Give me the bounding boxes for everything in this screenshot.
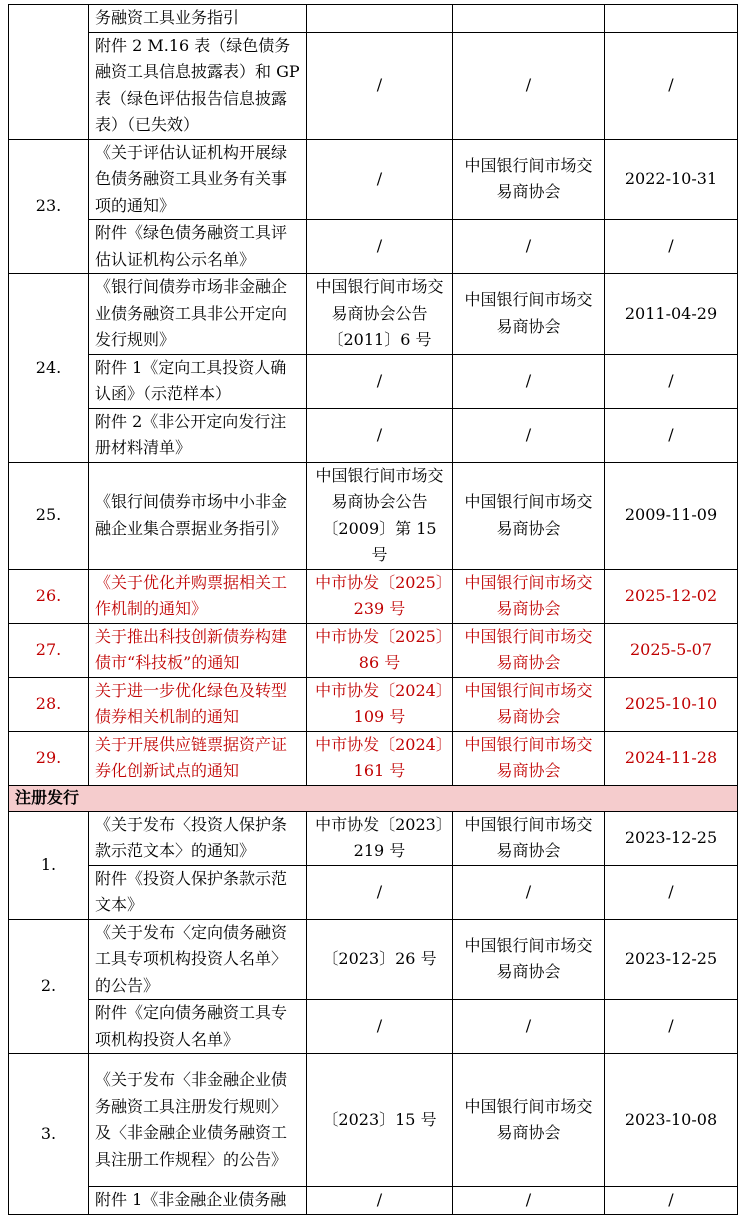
title-cell: 《银行间债券市场中小非金融企业集合票据业务指引》	[89, 462, 307, 569]
doc-number-cell	[307, 5, 453, 33]
issuer-cell: 中国银行间市场交易商协会	[453, 569, 605, 623]
date-cell: 2025-10-10	[605, 677, 738, 731]
row-number-cell: 29.	[9, 731, 89, 785]
date-cell: 2024-11-28	[605, 731, 738, 785]
table-row	[9, 1000, 738, 1054]
row-number-cell: 26.	[9, 569, 89, 623]
table-row	[9, 462, 738, 569]
table-row	[9, 919, 738, 1000]
row-number-cell: 2.	[9, 919, 89, 1054]
table-row	[9, 354, 738, 408]
date-cell: /	[605, 1000, 738, 1054]
issuer-cell: 中国银行间市场交易商协会	[453, 462, 605, 569]
title-cell: 附件《绿色债务融资工具评估认证机构公示名单》	[89, 220, 307, 274]
title-cell: 附件 1《定向工具投资人确认函》（示范样本）	[89, 354, 307, 408]
doc-number-cell: 中国银行间市场交易商协会公告〔2011〕6 号	[307, 274, 453, 355]
doc-number-cell: /	[307, 408, 453, 462]
regulation-table	[8, 4, 738, 1215]
section-title: 注册发行	[9, 785, 738, 811]
row-number-cell: 1.	[9, 811, 89, 919]
issuer-cell: /	[453, 865, 605, 919]
row-number-cell: 23.	[9, 139, 89, 274]
date-cell: /	[605, 408, 738, 462]
date-cell: 2023-12-25	[605, 811, 738, 865]
title-cell: 《关于发布〈定向债务融资工具专项机构投资人名单〉的公告》	[89, 919, 307, 1000]
table-row	[9, 731, 738, 785]
table-row	[9, 1054, 738, 1187]
table-row	[9, 811, 738, 865]
doc-number-cell: 〔2023〕15 号	[307, 1054, 453, 1187]
date-cell: 2025-5-07	[605, 623, 738, 677]
title-cell: 《银行间债券市场非金融企业债务融资工具非公开定向发行规则》	[89, 274, 307, 355]
issuer-cell: /	[453, 1187, 605, 1215]
doc-number-cell: 中市协发〔2024〕109 号	[307, 677, 453, 731]
title-cell: 务融资工具业务指引	[89, 5, 307, 33]
title-cell: 附件《定向债务融资工具专项机构投资人名单》	[89, 1000, 307, 1054]
title-cell: 附件《投资人保护条款示范文本》	[89, 865, 307, 919]
date-cell: 2009-11-09	[605, 462, 738, 569]
date-cell: 2023-12-25	[605, 919, 738, 1000]
doc-number-cell: /	[307, 32, 453, 139]
table-row	[9, 865, 738, 919]
date-cell: 2023-10-08	[605, 1054, 738, 1187]
issuer-cell: 中国银行间市场交易商协会	[453, 811, 605, 865]
table-row	[9, 5, 738, 33]
doc-number-cell: /	[307, 865, 453, 919]
date-cell: 2022-10-31	[605, 139, 738, 220]
issuer-cell: 中国银行间市场交易商协会	[453, 1054, 605, 1187]
issuer-cell	[453, 5, 605, 33]
title-cell: 《关于优化并购票据相关工作机制的通知》	[89, 569, 307, 623]
doc-number-cell: 中市协发〔2023〕219 号	[307, 811, 453, 865]
date-cell: 2025-12-02	[605, 569, 738, 623]
doc-number-cell: 中市协发〔2024〕161 号	[307, 731, 453, 785]
table-row	[9, 274, 738, 355]
table-row	[9, 569, 738, 623]
table-row	[9, 220, 738, 274]
date-cell: /	[605, 32, 738, 139]
issuer-cell: 中国银行间市场交易商协会	[453, 919, 605, 1000]
title-cell: 附件 2《非公开定向发行注册材料清单》	[89, 408, 307, 462]
row-number-cell: 27.	[9, 623, 89, 677]
row-number-cell: 24.	[9, 274, 89, 463]
table-row	[9, 32, 738, 139]
date-cell: /	[605, 1187, 738, 1215]
issuer-cell: 中国银行间市场交易商协会	[453, 731, 605, 785]
doc-number-cell: /	[307, 354, 453, 408]
row-number-cell: 25.	[9, 462, 89, 569]
doc-number-cell: 〔2023〕26 号	[307, 919, 453, 1000]
doc-number-cell: 中市协发〔2025〕239 号	[307, 569, 453, 623]
issuer-cell: /	[453, 220, 605, 274]
doc-number-cell: 中市协发〔2025〕86 号	[307, 623, 453, 677]
doc-number-cell: /	[307, 139, 453, 220]
title-cell: 《关于发布〈非金融企业债务融资工具注册发行规则〉及〈非金融企业债务融资工具注册工作规程〉的公告》	[89, 1054, 307, 1187]
title-cell: 附件 2 M.16 表（绿色债务融资工具信息披露表）和 GP 表（绿色评估报告信息披露表）（已失效）	[89, 32, 307, 139]
issuer-cell: /	[453, 1000, 605, 1054]
row-number-cell: 3.	[9, 1054, 89, 1215]
issuer-cell: 中国银行间市场交易商协会	[453, 677, 605, 731]
issuer-cell: 中国银行间市场交易商协会	[453, 274, 605, 355]
table-row	[9, 677, 738, 731]
title-cell: 关于开展供应链票据资产证券化创新试点的通知	[89, 731, 307, 785]
title-cell: 附件 1《非金融企业债务融	[89, 1187, 307, 1215]
doc-number-cell: 中国银行间市场交易商协会公告〔2009〕第 15 号	[307, 462, 453, 569]
issuer-cell: /	[453, 408, 605, 462]
title-cell: 关于推出科技创新债券构建债市“科技板”的通知	[89, 623, 307, 677]
title-cell: 《关于评估认证机构开展绿色债务融资工具业务有关事项的通知》	[89, 139, 307, 220]
doc-number-cell: /	[307, 1000, 453, 1054]
date-cell: /	[605, 354, 738, 408]
issuer-cell: /	[453, 354, 605, 408]
table-row	[9, 623, 738, 677]
date-cell	[605, 5, 738, 33]
title-cell: 《关于发布〈投资人保护条款示范文本〉的通知》	[89, 811, 307, 865]
date-cell: /	[605, 865, 738, 919]
issuer-cell: /	[453, 32, 605, 139]
doc-number-cell: /	[307, 1187, 453, 1215]
title-cell: 关于进一步优化绿色及转型债券相关机制的通知	[89, 677, 307, 731]
table-row	[9, 139, 738, 220]
section-header-row	[9, 785, 738, 811]
doc-number-cell: /	[307, 220, 453, 274]
table-row	[9, 408, 738, 462]
issuer-cell: 中国银行间市场交易商协会	[453, 623, 605, 677]
row-number-cell	[9, 5, 89, 140]
row-number-cell: 28.	[9, 677, 89, 731]
issuer-cell: 中国银行间市场交易商协会	[453, 139, 605, 220]
date-cell: 2011-04-29	[605, 274, 738, 355]
table-row	[9, 1187, 738, 1215]
date-cell: /	[605, 220, 738, 274]
